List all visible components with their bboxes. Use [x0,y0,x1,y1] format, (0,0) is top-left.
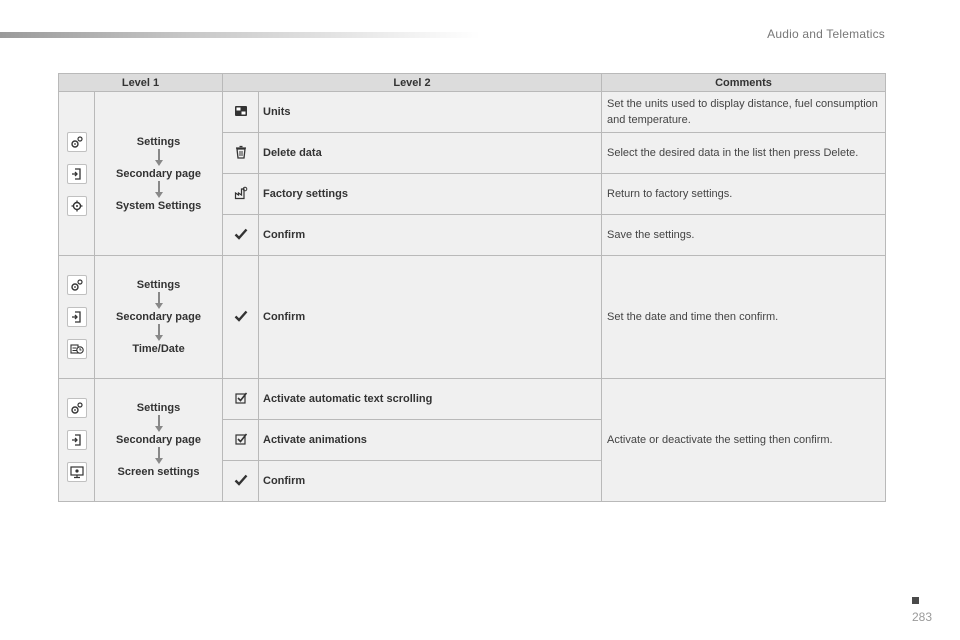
time-date-icon [67,339,87,359]
settings-table [58,73,886,502]
header-comments: Comments [602,74,886,92]
table-row [59,92,886,133]
section-title: Audio and Telematics [767,27,885,41]
checkmark-icon [234,309,248,323]
path-settings-label: Settings [136,135,181,148]
comment-cell: Return to factory settings. [602,174,886,215]
system-settings-icon [67,196,87,216]
path-secondary-page-label: Secondary page [116,311,201,323]
level2-label: Activate animations [259,420,602,461]
level1-icons-cell [59,92,95,256]
level2-label: Confirm [259,215,602,256]
page-number: 283 [912,610,933,624]
secondary-page-icon [67,307,87,327]
level2-label: Confirm [259,461,602,502]
level2-icon-cell [223,133,259,174]
level2-icon-cell [223,256,259,379]
level2-icon-cell [223,461,259,502]
path-settings-label: Settings [136,279,181,291]
page-marker [912,597,919,604]
checkbox-icon [234,432,248,446]
secondary-page-icon [67,164,87,184]
path-secondary-page-label: Secondary page [116,434,201,446]
header-decorative-bar [0,32,480,38]
checkmark-icon [234,473,248,487]
screen-settings-icon [67,462,87,482]
path-secondary-page-label: Secondary page [116,167,201,180]
comment-cell: Set the date and time then confirm. [602,256,886,379]
level1-path-cell [95,256,223,379]
table-row [59,256,886,379]
level2-label: Units [259,92,602,133]
factory-settings-icon [234,186,248,200]
level1-icons-cell [59,379,95,502]
level2-label: Activate automatic text scrolling [259,379,602,420]
level2-label: Factory settings [259,174,602,215]
header-level1: Level 1 [59,74,223,92]
units-icon [234,104,248,118]
down-arrow-icon [154,181,164,199]
level1-icons-cell [59,256,95,379]
comment-cell: Select the desired data in the list then press Delete. [602,133,886,174]
level2-label: Delete data [259,133,602,174]
checkbox-icon [234,391,248,405]
comment-cell: Activate or deactivate the setting then confirm. [602,379,886,502]
delete-data-icon [234,145,248,159]
level2-icon-cell [223,379,259,420]
level2-icon-cell [223,92,259,133]
down-arrow-icon [154,447,164,465]
level1-path-cell [95,92,223,256]
comment-cell: Save the settings. [602,215,886,256]
comment-cell: Set the units used to display distance, fuel consumption and temperature. [602,92,886,133]
checkmark-icon [234,227,248,241]
table-row [59,379,886,420]
level2-label: Confirm [259,256,602,379]
settings-gear-icon [67,132,87,152]
path-system-settings-label: System Settings [115,199,202,212]
path-screen-settings-label: Screen settings [117,466,200,478]
level2-icon-cell [223,174,259,215]
level1-path-cell [95,379,223,502]
settings-gear-icon [67,275,87,295]
down-arrow-icon [154,324,164,342]
secondary-page-icon [67,430,87,450]
down-arrow-icon [154,292,164,310]
path-settings-label: Settings [136,402,181,414]
table-header-row [59,74,886,92]
path-time-date-label: Time/Date [132,343,185,355]
header-level2: Level 2 [223,74,602,92]
level2-icon-cell [223,215,259,256]
down-arrow-icon [154,149,164,167]
level2-icon-cell [223,420,259,461]
settings-gear-icon [67,398,87,418]
down-arrow-icon [154,415,164,433]
